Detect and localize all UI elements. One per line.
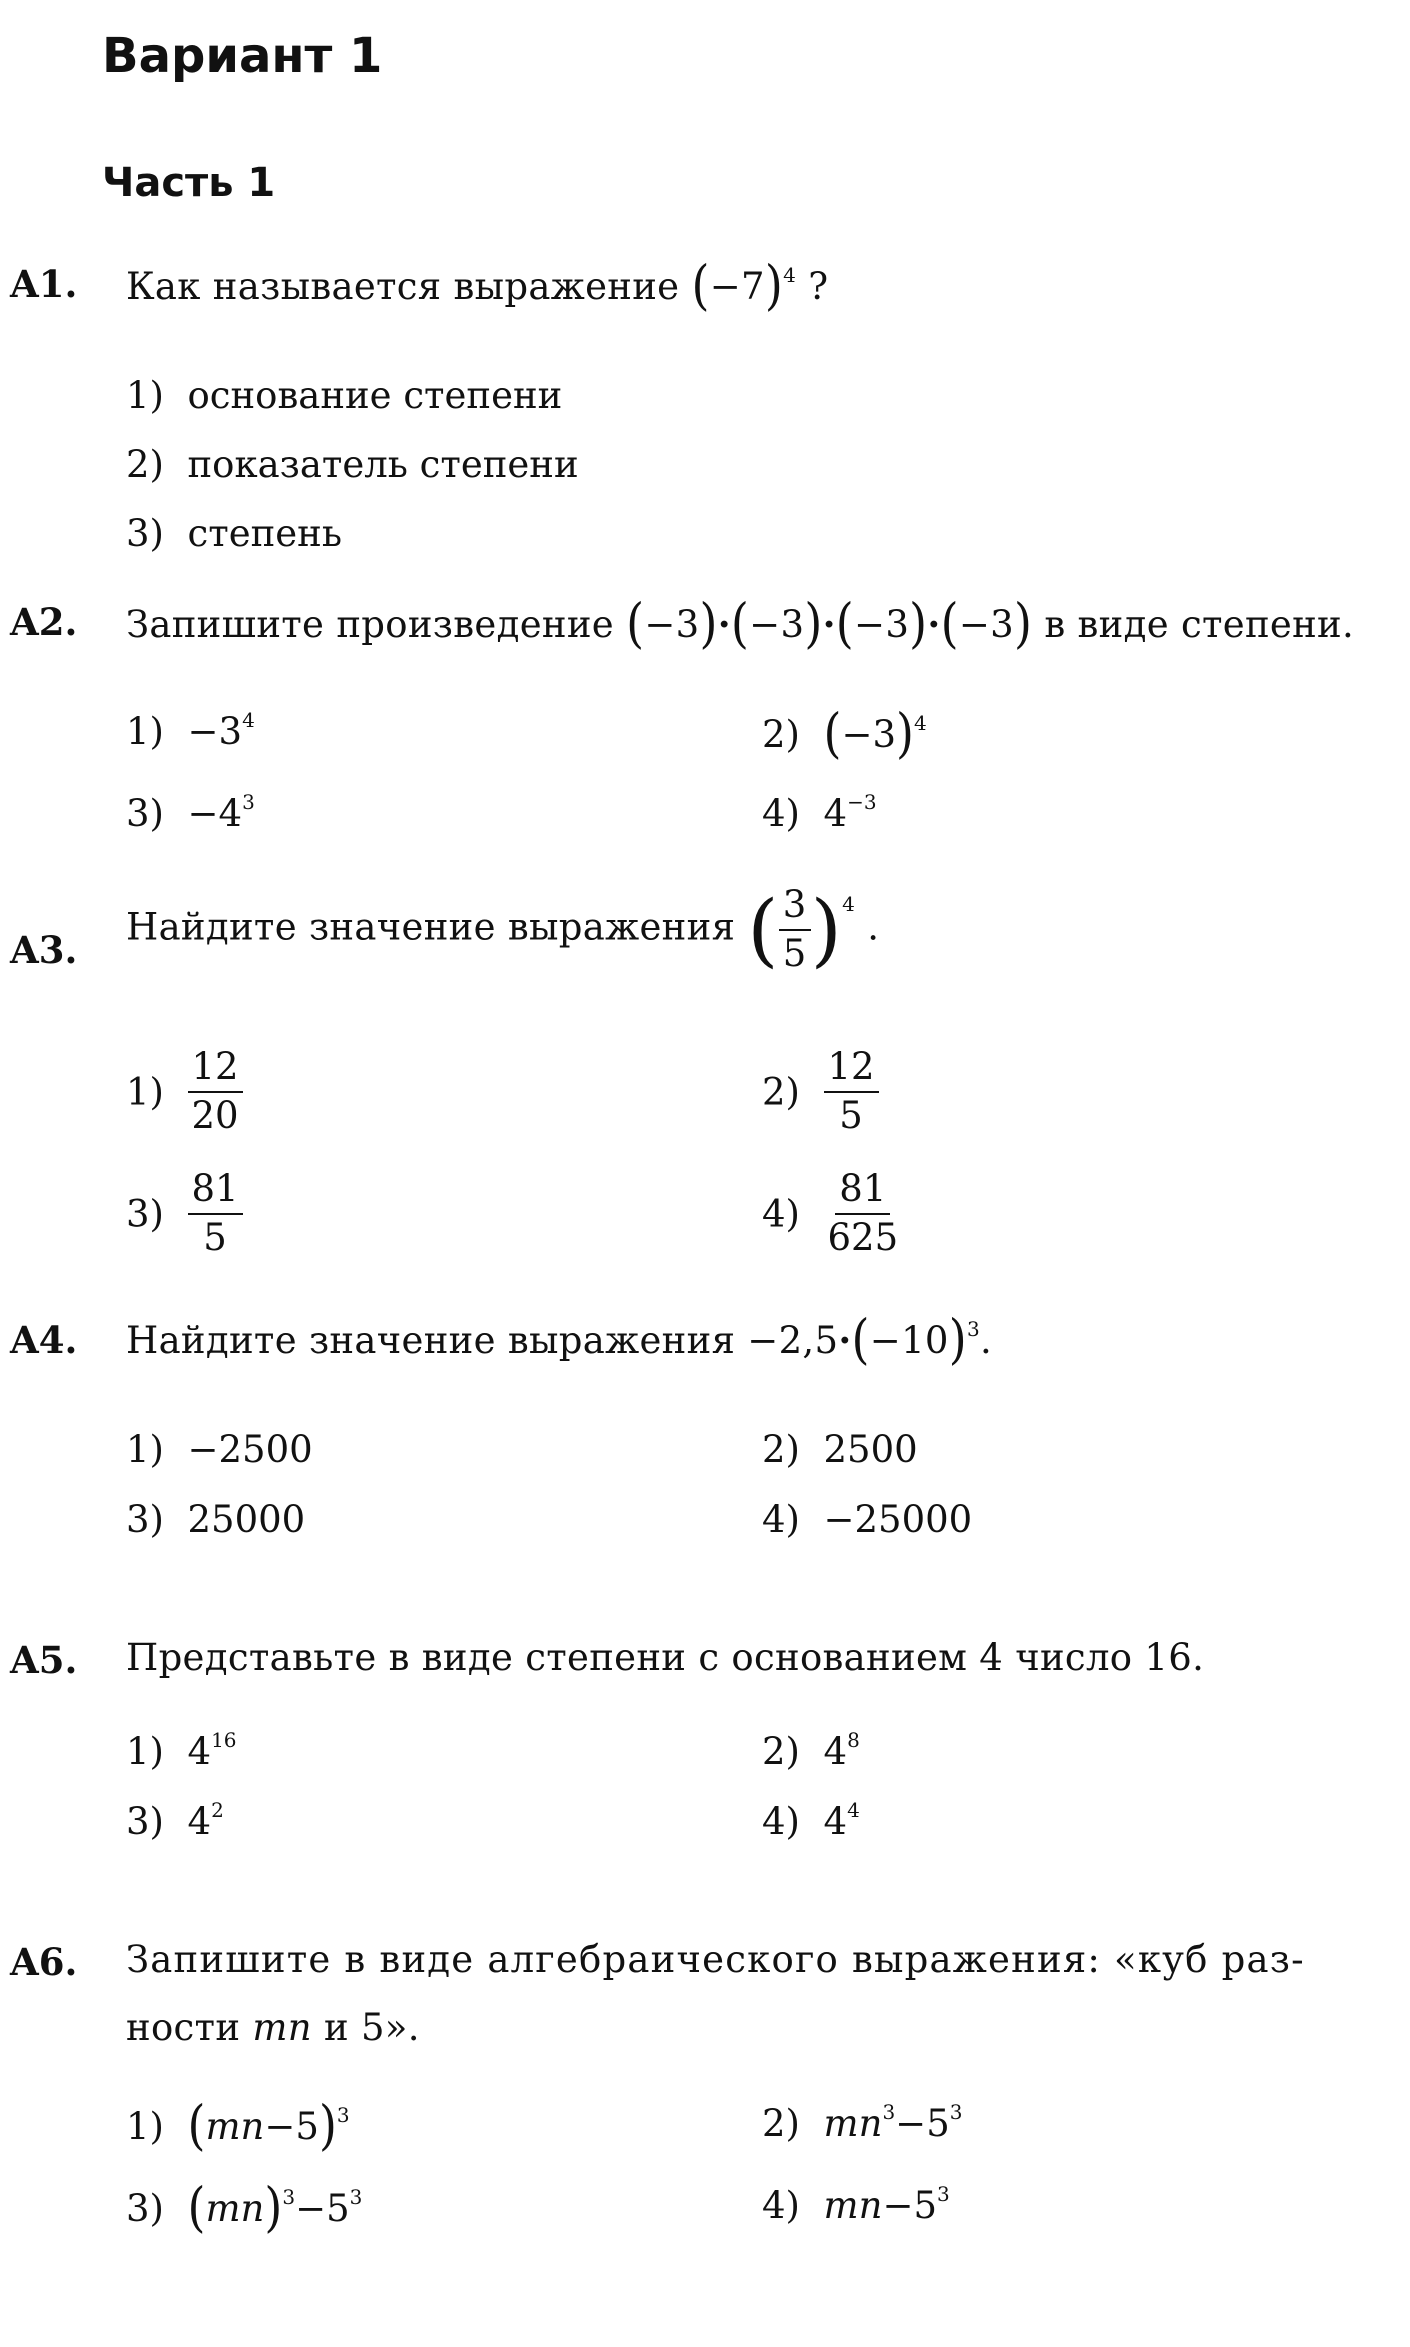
question-number-a2: A2. [10,600,78,644]
option-a2-2[interactable]: 2) $(-3)^4$ [762,701,927,765]
option-a5-1[interactable]: 1) $4^{16}$ [126,1727,237,1773]
question-number-a3: A3. [10,928,78,972]
option-a1-3[interactable]: 3) степень [126,512,342,555]
part-title: Часть 1 [102,160,276,206]
option-a3-3[interactable]: 3) $\frac{81}{5}$ [126,1170,243,1258]
variant-title: Вариант 1 [102,28,383,84]
option-a1-2[interactable]: 2) показатель степени [126,443,579,486]
option-a6-3[interactable]: 3) $(mn)^3-5^3$ [126,2175,363,2239]
option-a4-2[interactable]: 2) 2500 [762,1428,918,1471]
question-a3-fraction-power: ( $\frac{3}{5}$ ) $^4$ [747,882,856,976]
option-a3-4[interactable]: 4) $\frac{81}{625}$ [762,1167,899,1259]
option-a5-2[interactable]: 2) $4^8$ [762,1727,860,1773]
option-a3-2[interactable]: 2) $\frac{12}{5}$ [762,1048,879,1136]
question-a1-label: Как называется выражение [126,265,680,308]
question-a2-product: (−3)·(−3)·(−3)·(−3) [626,591,1033,655]
question-number-a4: A4. [10,1318,78,1362]
option-a5-4[interactable]: 4) $4^4$ [762,1797,860,1843]
question-a6-line1: Запишите в виде алгебраического выражения: «куб раз- [126,1938,1305,1981]
question-number-a6: A6. [10,1940,78,1984]
option-a2-4[interactable]: 4) $4^{-3}$ [762,789,877,835]
question-a1-expression: $(-7)^4$ [691,253,797,317]
option-a6-1[interactable]: 1) $(mn-5)^3$ [126,2093,350,2157]
question-a6-line2: ности mn и 5». [126,2006,420,2049]
question-a4-expression: $-2,5\cdot(-10)^3$ [747,1307,981,1371]
option-a4-3[interactable]: 3) 25000 [126,1498,306,1541]
option-a5-3[interactable]: 3) $4^2$ [126,1797,224,1843]
question-a1-text: Как называется выражение $(-7)^4$ ? [126,253,829,317]
question-number-a1: A1. [10,262,78,306]
option-a1-1[interactable]: 1) основание степени [126,374,563,417]
option-a3-1[interactable]: 1) $\frac{12}{20}$ [126,1048,243,1136]
question-a4-text: Найдите значение выражения $-2,5\cdot(-10)^3$. [126,1307,993,1371]
option-a4-4[interactable]: 4) −25000 [762,1498,973,1541]
question-a2-text: Запишите произведение (−3)·(−3)·(−3)·(−3) в виде степени. [126,591,1355,655]
option-a2-3[interactable]: $3) -4^3$ [126,789,255,835]
question-a5-text: Представьте в виде степени с основанием 4 число 16. [126,1636,1205,1679]
question-number-a5: A5. [10,1638,78,1682]
option-a6-4[interactable]: 4) $mn-5^3$ [762,2181,950,2227]
option-a6-2[interactable]: 2) $mn^3-5^3$ [762,2099,963,2145]
option-a4-1[interactable]: 1) −2500 [126,1428,313,1471]
question-a3-text: Найдите значение выражения ( $\frac{3}{5}$ ) $^4$ . [126,882,880,976]
option-a2-1[interactable]: $1) -3^4$ [126,707,255,753]
